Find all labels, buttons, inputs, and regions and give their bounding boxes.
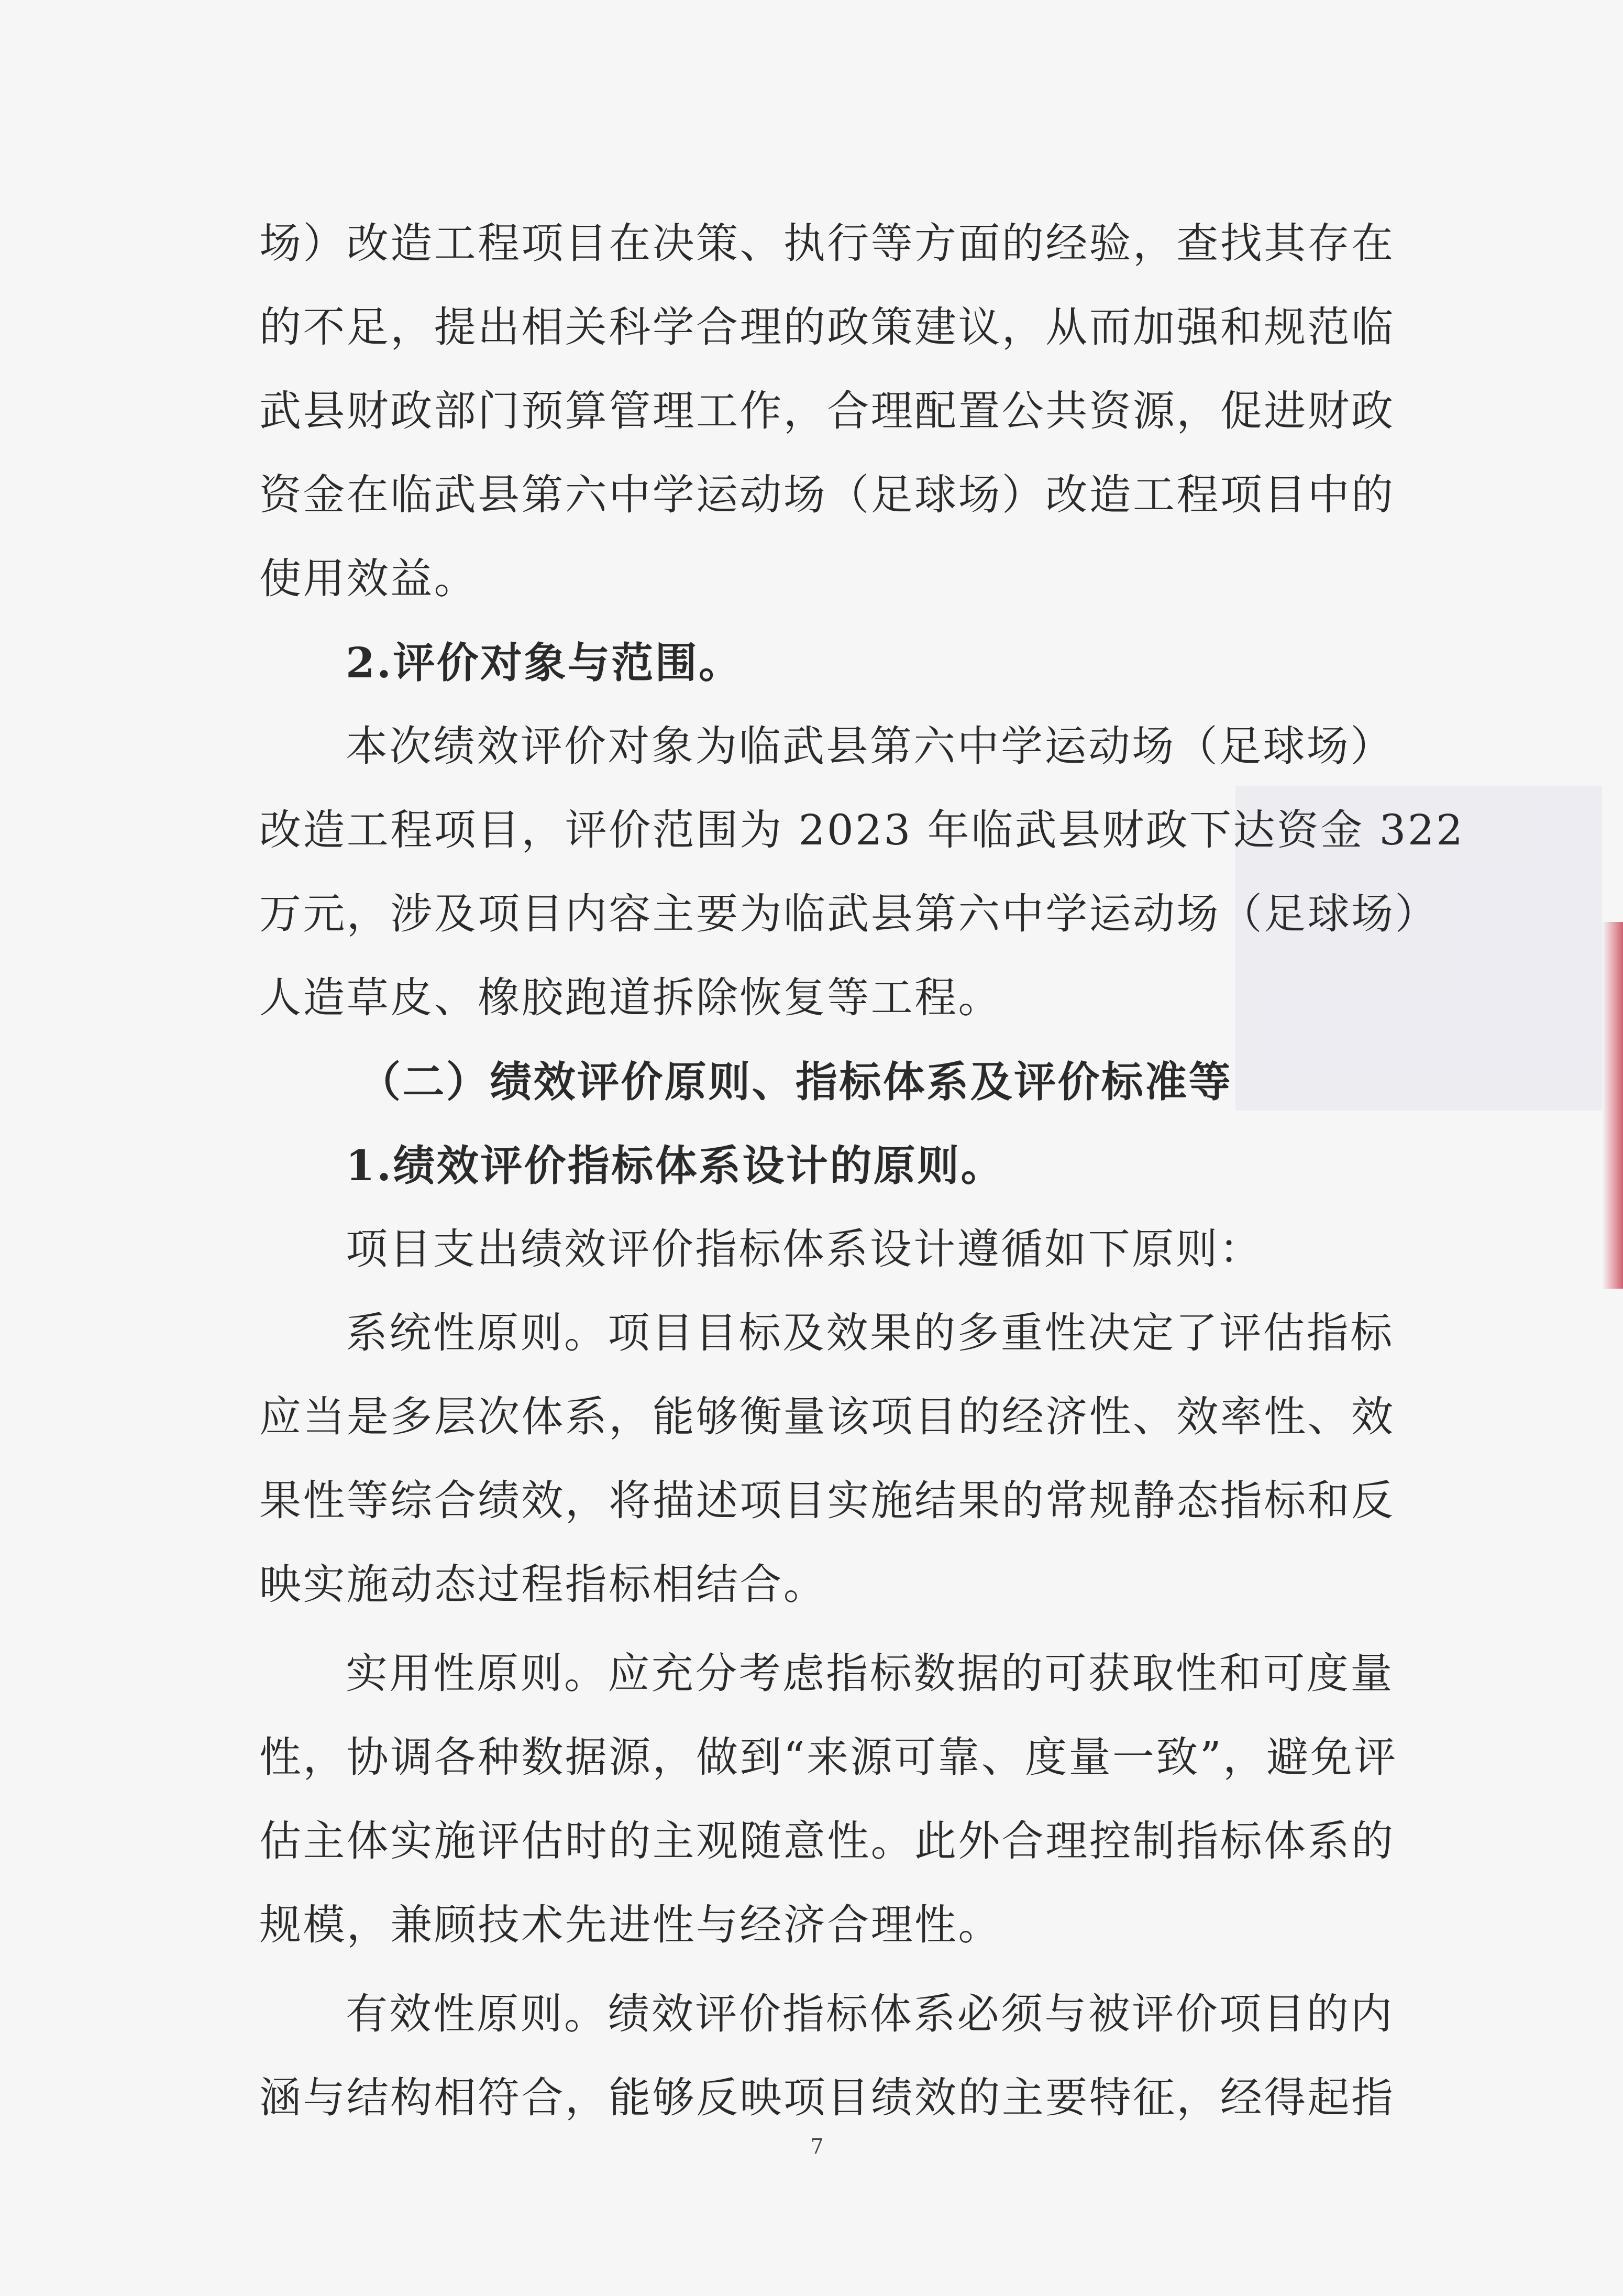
paragraph-line: 估主体实施评估时的主观随意性。此外合理控制指标体系的 [259,1817,1395,1865]
section-heading: （二）绩效评价原则、指标体系及评价标准等 [359,1057,1232,1106]
section-heading: 1.绩效评价指标体系设计的原则。 [346,1141,1004,1190]
paragraph-line: 本次绩效评价对象为临武县第六中学运动场（足球场） [346,722,1394,771]
paragraph-line: 性，协调各种数据源，做到“来源可靠、度量一致”，避免评 [259,1733,1398,1782]
paragraph-line: 系统性原则。项目目标及效果的多重性决定了评估指标 [346,1309,1394,1357]
paragraph-line: 场）改造工程项目在决策、执行等方面的经验，查找其存在 [259,219,1395,268]
paragraph-line: 实用性原则。应充分考虑指标数据的可获取性和可度量 [346,1649,1394,1698]
paragraph-line: 武县财政部门预算管理工作，合理配置公共资源，促进财政 [259,387,1395,435]
paragraph-line: 使用效益。 [259,554,478,603]
page-number: 7 [810,2135,824,2159]
section-heading: 2.评价对象与范围。 [346,638,743,687]
paragraph-line: 应当是多层次体系，能够衡量该项目的经济性、效率性、效 [259,1392,1395,1441]
paragraph-line: 映实施动态过程指标相结合。 [259,1560,827,1609]
red-seal-edge [1602,922,1623,1289]
paragraph-line: 万元，涉及项目内容主要为临武县第六中学运动场（足球场） [259,889,1439,938]
paragraph-line: 项目支出绩效评价指标体系设计遵循如下原则： [346,1225,1263,1273]
paragraph-line: 资金在临武县第六中学运动场（足球场）改造工程项目中的 [259,470,1395,519]
paragraph-line: 的不足，提出相关科学合理的政策建议，从而加强和规范临 [259,303,1395,351]
paragraph-line: 改造工程项目，评价范围为 2023 年临武县财政下达资金 322 [259,806,1465,854]
paragraph-line: 果性等综合绩效，将描述项目实施结果的常规静态指标和反 [259,1476,1395,1525]
paragraph-line: 人造草皮、橡胶跑道拆除恢复等工程。 [259,973,1002,1022]
paragraph-line: 涵与结构相符合，能够反映项目绩效的主要特征，经得起指 [259,2073,1395,2122]
paragraph-line: 规模，兼顾技术先进性与经济合理性。 [259,1900,1002,1949]
paragraph-line: 有效性原则。绩效评价指标体系必须与被评价项目的内 [346,1990,1394,2038]
